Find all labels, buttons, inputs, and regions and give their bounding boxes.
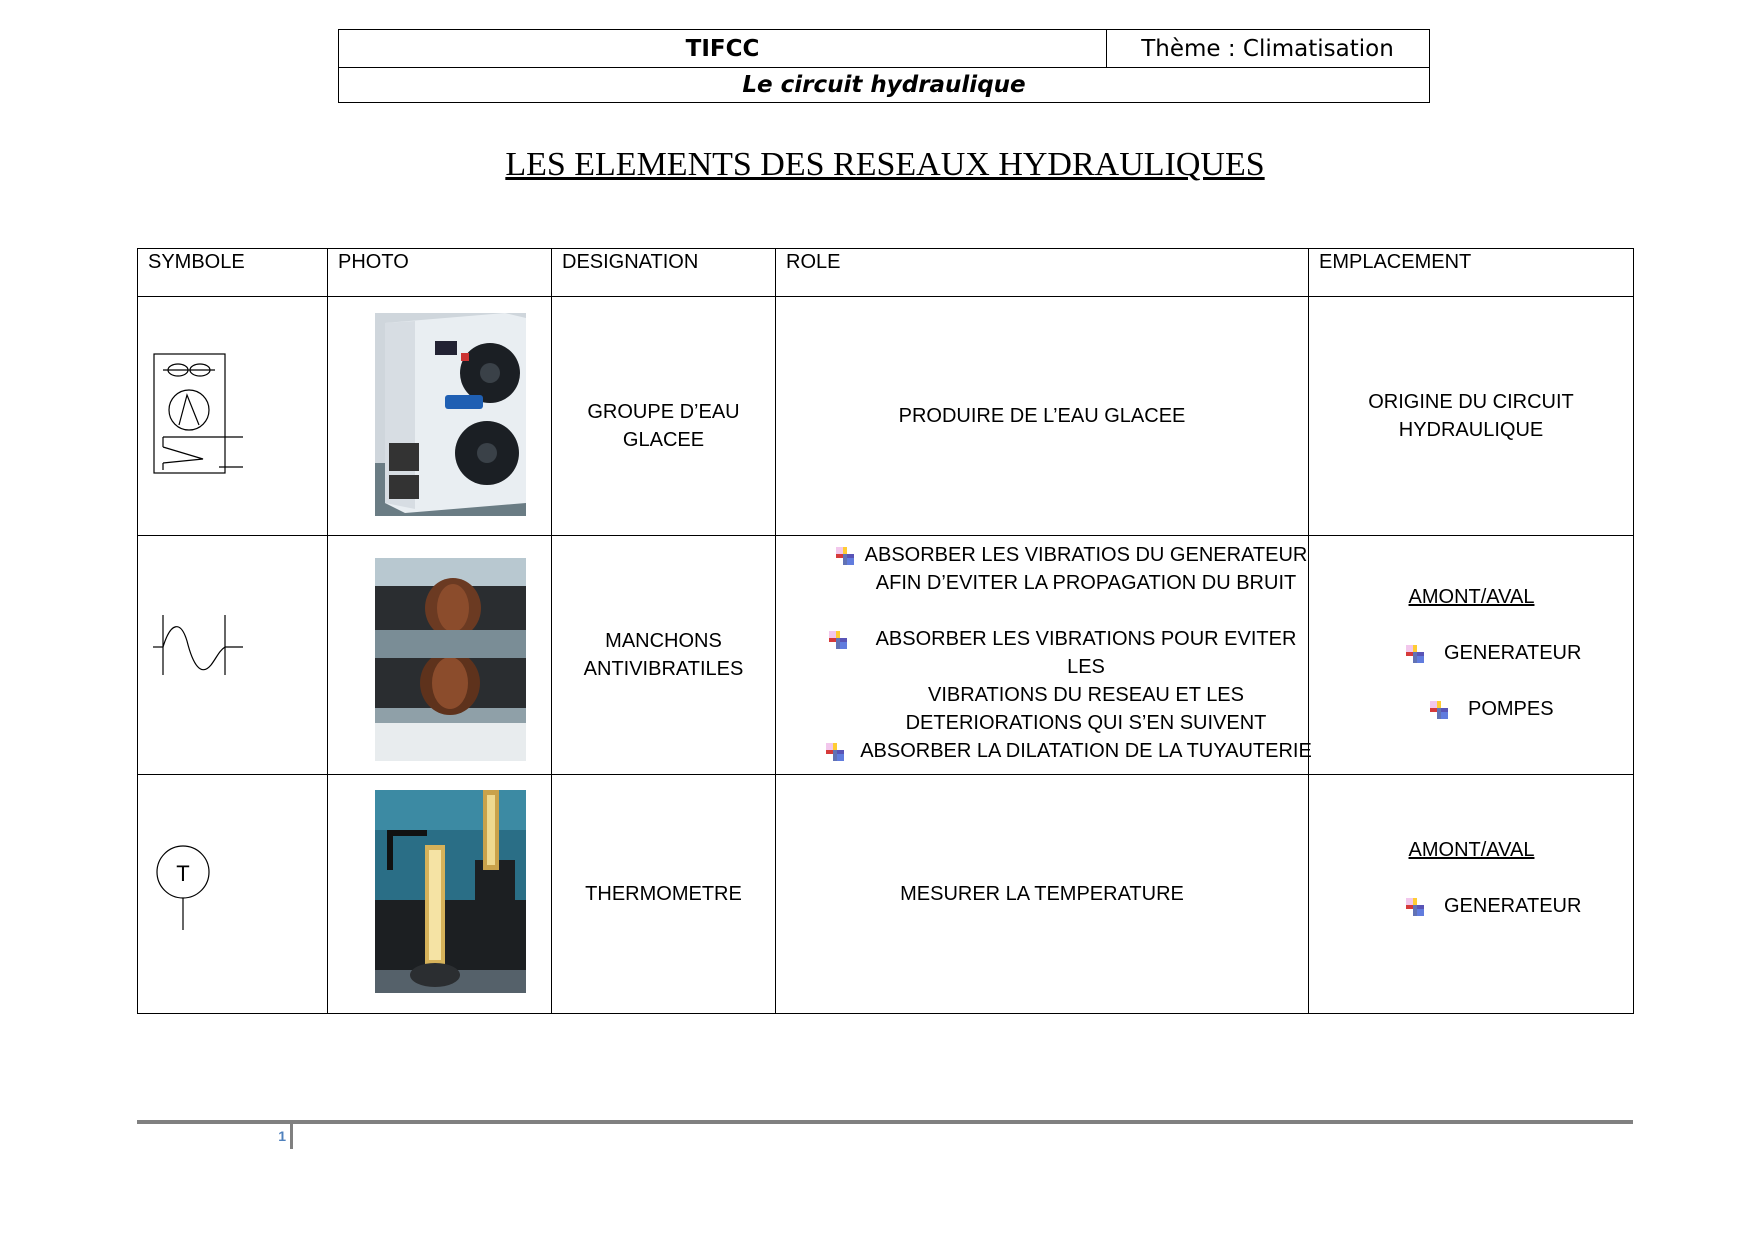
- location-heading: AMONT/AVAL: [1408, 839, 1535, 861]
- page-title: LES ELEMENTS DES RESEAUX HYDRAULIQUES: [505, 146, 1265, 183]
- role-line: VIBRATIONS DU RESEAU ET LES: [927, 684, 1244, 706]
- location-cell: [1309, 297, 1634, 536]
- thermometer-symbol-icon: [156, 844, 216, 934]
- role-text: PRODUIRE DE L’EAU GLACEE: [898, 405, 1186, 427]
- location-item: GENERATEUR: [1444, 642, 1582, 664]
- anti-vibration-sleeve-symbol-icon: [153, 613, 248, 679]
- table-row: [138, 775, 1634, 1014]
- designation-text: THERMOMETRE: [585, 883, 742, 905]
- column-header-photo: PHOTO: [328, 249, 552, 297]
- photo-cell: [328, 775, 552, 1014]
- designation-line: GROUPE D’EAU: [587, 401, 740, 423]
- role-line: ABSORBER LES VIBRATIOS DU GENERATEUR: [864, 544, 1308, 566]
- symbol-cell: [138, 536, 328, 775]
- document-subtitle: Le circuit hydraulique: [742, 71, 1026, 98]
- role-line: AFIN D’EVITER LA PROPAGATION DU BRUIT: [875, 572, 1297, 594]
- bullet-icon: [1406, 898, 1424, 916]
- designation-line: ANTIVIBRATILES: [583, 658, 744, 680]
- role-text: MESURER LA TEMPERATURE: [900, 883, 1184, 905]
- role-cell: [776, 536, 1312, 775]
- location-line: HYDRAULIQUE: [1398, 419, 1544, 441]
- table-row: [138, 297, 1634, 536]
- designation-cell: [552, 536, 776, 775]
- table-header-row: [138, 249, 1634, 297]
- role-line: ABSORBER LES VIBRATIONS POUR EVITER LES: [875, 628, 1297, 678]
- anti-vibration-sleeve-photo: [375, 558, 526, 761]
- footer-divider: [290, 1124, 293, 1149]
- location-item: POMPES: [1468, 698, 1554, 720]
- photo-cell: [328, 536, 552, 775]
- elements-table: [137, 248, 1634, 1014]
- role-line: ABSORBER LA DILATATION DE LA TUYAUTERIE: [860, 740, 1312, 762]
- location-heading: AMONT/AVAL: [1408, 586, 1535, 608]
- bullet-icon: [1406, 645, 1424, 663]
- role-cell: [776, 775, 1309, 1014]
- column-header-role: ROLE: [776, 249, 1309, 297]
- table-row: [138, 536, 1634, 775]
- symbol-cell: [138, 775, 328, 1014]
- location-line: ORIGINE DU CIRCUIT: [1368, 391, 1574, 413]
- column-header-symbol: SYMBOLE: [138, 249, 328, 297]
- designation-cell: [552, 297, 776, 536]
- symbol-cell: [138, 297, 328, 536]
- bullet-icon: [1430, 701, 1448, 719]
- designation-line: MANCHONS: [605, 630, 722, 652]
- photo-cell: [328, 297, 552, 536]
- document-header: [338, 29, 1430, 103]
- course-name: TIFCC: [339, 30, 1107, 67]
- thermometer-symbol-letter: T: [176, 861, 190, 886]
- designation-cell: [552, 775, 776, 1014]
- column-header-designation: DESIGNATION: [552, 249, 776, 297]
- header-top-row: [339, 30, 1429, 68]
- column-header-location: EMPLACEMENT: [1309, 249, 1634, 297]
- designation-line: GLACEE: [622, 429, 705, 451]
- page-number: 1: [278, 1128, 286, 1144]
- role-cell: [776, 297, 1309, 536]
- location-cell: [1309, 775, 1634, 1014]
- role-line: DETERIORATIONS QUI S’EN SUIVENT: [905, 712, 1267, 734]
- theme-label: Thème : Climatisation: [1141, 35, 1394, 62]
- water-chiller-photo: [375, 313, 526, 516]
- bullet-icon: [829, 631, 847, 649]
- bullet-icon: [836, 547, 854, 565]
- thermometer-photo: [375, 790, 526, 993]
- bullet-icon: [826, 743, 844, 761]
- footer-rule: [137, 1120, 1633, 1124]
- water-chiller-symbol-icon: [153, 353, 248, 483]
- location-item: GENERATEUR: [1444, 895, 1582, 917]
- location-cell: [1309, 536, 1634, 775]
